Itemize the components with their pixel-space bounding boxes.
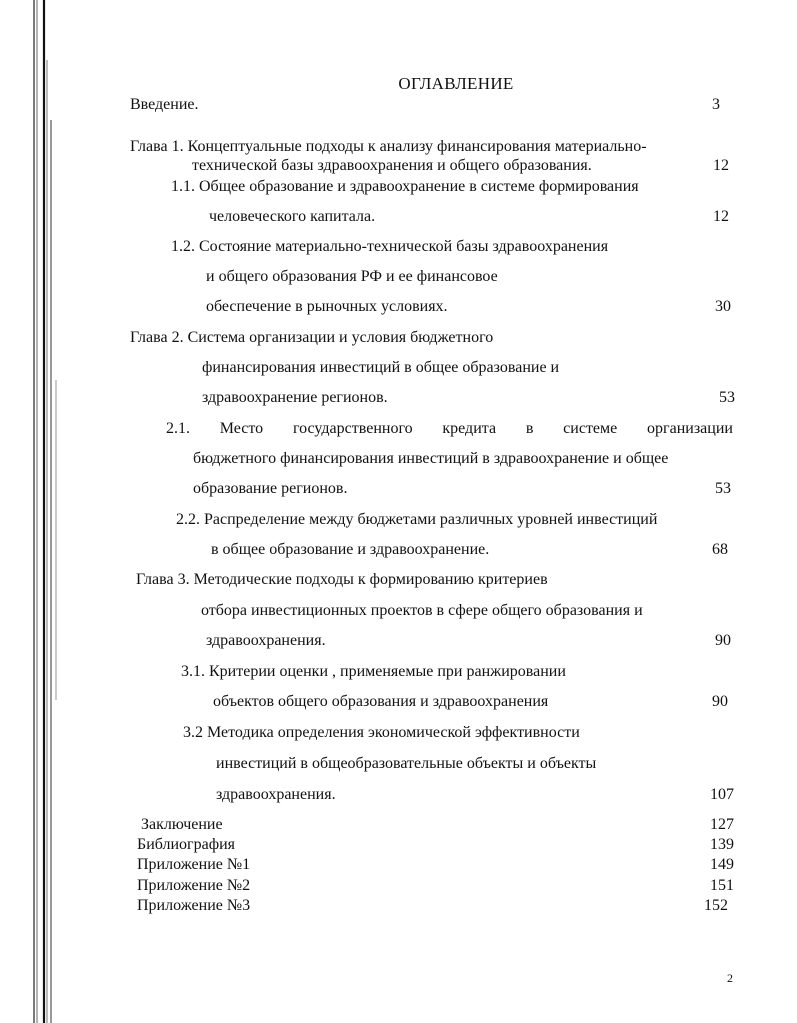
toc-ch1-line2: технической базы здравоохранения и общего образования. (192, 157, 592, 174)
toc-s21-line3: образование регионов. (193, 480, 348, 497)
toc-ch3-line1: Глава 3. Методические подходы к формированию критериев (136, 571, 548, 588)
toc-s32-line3: здравоохранения. (216, 786, 336, 803)
toc-ch3-page: 90 (715, 632, 731, 649)
toc-app1-label: Приложение №1 (137, 856, 251, 873)
toc-ch1-line1: Глава 1. Концептуальные подходы к анализу финансирования материально- (130, 138, 647, 155)
toc-app1-page: 149 (710, 856, 734, 873)
toc-ch2-line3: здравоохранение регионов. (202, 389, 388, 406)
toc-s11-page: 12 (713, 208, 729, 225)
toc-app3-label: Приложение №3 (137, 897, 251, 914)
toc-s31-line1: 3.1. Критерии оценки , применяемые при ранжировании (181, 663, 566, 680)
toc-s21-word: 2.1. (166, 420, 190, 437)
toc-ch2-page: 53 (719, 389, 735, 406)
toc-conclusion-label: Заключение (141, 816, 223, 833)
toc-s22-line2: в общее образование и здравоохранение. (211, 541, 490, 558)
toc-s21-word: системе (563, 420, 618, 437)
toc-app2-label: Приложение №2 (137, 877, 251, 894)
toc-bibliography-page: 139 (710, 836, 734, 853)
toc-s12-page: 30 (715, 298, 731, 315)
toc-s32-line1: 3.2 Методика определения экономической эффективности (183, 724, 580, 741)
toc-s22-line1: 2.2. Распределение между бюджетами различных уровней инвестиций (176, 511, 658, 528)
toc-s21-line1 (166, 419, 733, 439)
toc-ch3-line2: отбора инвестиционных проектов в сфере общего образования и (201, 602, 643, 619)
toc-s21-word: кредита (442, 420, 497, 437)
page-number: 2 (727, 971, 733, 985)
toc-s11-line2: человеческого капитала. (209, 208, 376, 225)
toc-s31-line2: объектов общего образования и здравоохранения (213, 693, 549, 710)
toc-s32-line2: инвестиций в общеобразовательные объекты и объекты (216, 755, 597, 772)
toc-s12-line2: и общего образования РФ и ее финансовое (206, 268, 498, 285)
toc-s21-word: в (525, 420, 534, 437)
toc-s12-line3: обеспечение в рыночных условиях. (206, 298, 448, 315)
toc-ch1-page: 12 (713, 157, 729, 174)
toc-app3-page: 152 (704, 897, 728, 914)
toc-title: ОГЛАВЛЕНИЕ (398, 74, 514, 93)
toc-s21-line2: бюджетного финансирования инвестиций в здравоохранение и общее (193, 450, 669, 467)
toc-intro-page: 3 (712, 96, 720, 113)
toc-s12-line1: 1.2. Состояние материально-технической базы здравоохранения (171, 238, 609, 255)
toc-s21-word: организации (647, 420, 733, 437)
toc-bibliography-label: Библиография (137, 836, 235, 853)
toc-app2-page: 151 (710, 877, 734, 894)
toc-s22-page: 68 (712, 541, 728, 558)
toc-s21-word: государственного (292, 420, 413, 437)
toc-s11-line1: 1.1. Общее образование и здравоохранение в системе формирования (171, 178, 639, 195)
toc-s21-word: Место (219, 420, 264, 437)
toc-s32-page: 107 (710, 786, 734, 803)
toc-s31-page: 90 (712, 693, 728, 710)
toc-conclusion-page: 127 (710, 816, 734, 833)
toc-s21-page: 53 (715, 480, 731, 497)
toc-intro-label: Введение. (130, 96, 199, 113)
toc-ch2-line1: Глава 2. Система организации и условия бюджетного (130, 329, 494, 346)
toc-ch3-line3: здравоохранения. (206, 632, 326, 649)
binding-edge-lines (0, 0, 80, 1023)
toc-ch2-line2: финансирования инвестиций в общее образование и (202, 359, 560, 376)
